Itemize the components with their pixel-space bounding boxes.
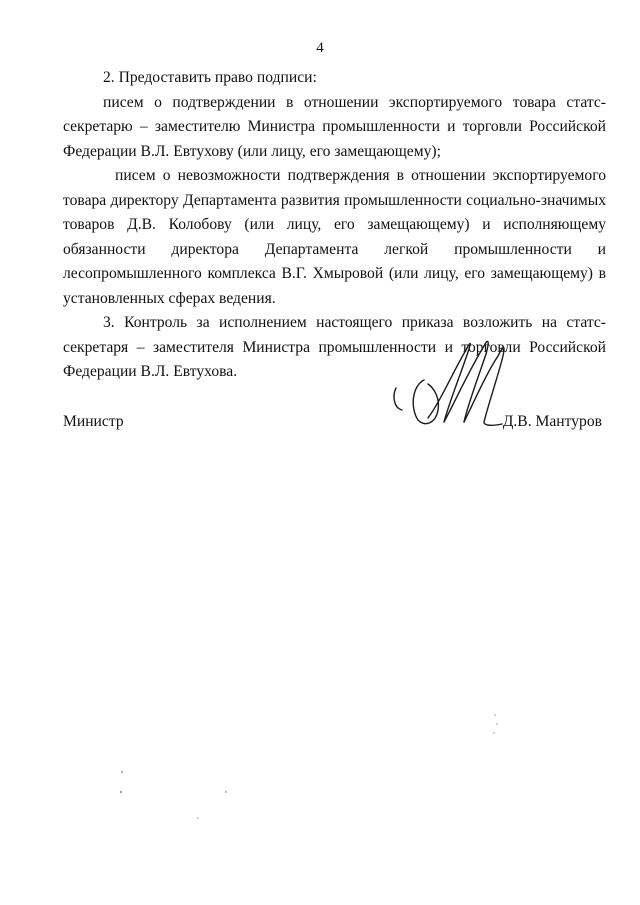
signer-title: Министр: [63, 413, 124, 430]
paragraph-item-3-control: 3. Контроль за исполнением настоящего приказа возложить на статс-секретаря – заместителя Министра промышленности и торговли Российской Федерации В.Л. Евтухова.: [63, 314, 606, 380]
handwritten-signature: [388, 330, 518, 440]
page-number: 4: [316, 40, 324, 56]
paragraph-signing-right-impossibility: писем о невозможности подтверждения в отношении экспортируемого товара директору Департамента развития промышленности социально-значимых товаров Д.В. Колобову (или лицу, его замещающему) и исполняющему обязанности директора Департамента легкой промышленности и лесопромышленного комплекса В.Г. Хмыровой (или лицу, его замещающему) в установленных сферах ведения.: [63, 167, 606, 307]
signer-name: Д.В. Мантуров: [502, 413, 602, 430]
document-body: [63, 66, 606, 385]
paragraph-item-2: 2. Предоставить право подписи:: [103, 69, 317, 86]
paragraph-signing-right-confirmation: писем о подтверждении в отношении экспортируемого товара статс-секретарю – заместителю Министра промышленности и торговли Российской Федерации В.Л. Евтухову (или лицу, его замещающему);: [63, 93, 606, 160]
